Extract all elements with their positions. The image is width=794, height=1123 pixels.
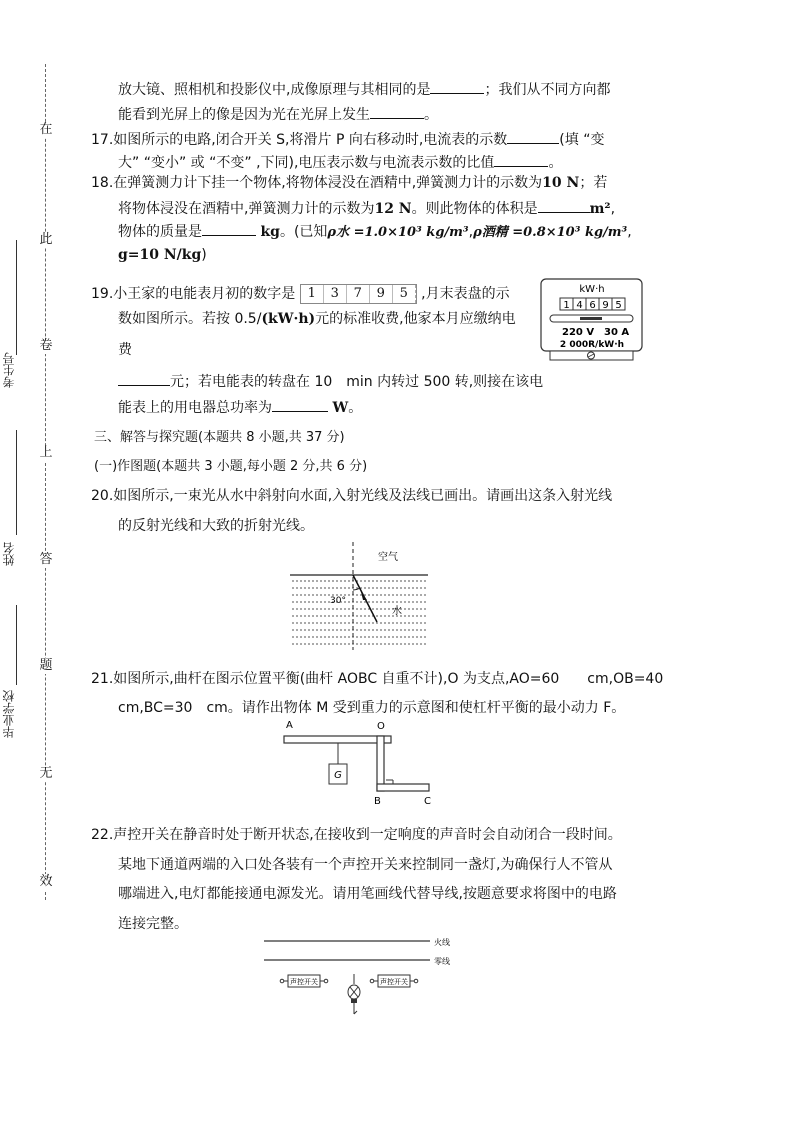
field-school: 毕业学校 (2, 690, 16, 738)
field-name: 姓名 (2, 542, 16, 566)
q17-line1: 17.如图所示的电路,闭合开关 S,将滑片 P 向右移动时,电流表的示数 (填 “变 (91, 129, 604, 149)
q18-line4: g=10 N/kg) (118, 247, 207, 263)
electric-meter-figure (540, 278, 644, 362)
q22-line4: 连接完整。 (118, 916, 188, 932)
point-B-label: B (374, 796, 381, 807)
seal-char: 答 (39, 552, 53, 567)
air-label: 空气 (378, 552, 398, 563)
seal-char: 上 (39, 445, 53, 460)
meter-digit: 1 (563, 300, 570, 311)
seal-char: 无 (39, 766, 53, 781)
ray-arrow-icon (361, 592, 367, 600)
meter-voltage: 220 V (562, 327, 595, 338)
q22-line1: 22.声控开关在静音时处于断开状态,在接收到一定响度的声音时会自动闭合一段时间。 (91, 827, 622, 843)
meter-digit: 5 (615, 300, 622, 311)
meter-current: 30 A (604, 327, 630, 338)
point-O-label: O (377, 721, 385, 732)
q16-line1: 放大镜、照相机和投影仪中,成像原理与其相同的是 ；我们从不同方向都 (118, 79, 610, 99)
seal-char: 在 (39, 122, 53, 137)
meter-digit: 4 (576, 300, 583, 311)
water-label: 水 (392, 606, 402, 617)
q19-line5: 能表上的用电器总功率为 W。 (118, 397, 362, 417)
meter-disc (550, 315, 633, 322)
q18-line2: 将物体浸没在酒精中,弹簧测力计的示数为12 N。则此物体的体积是 m², (118, 198, 615, 218)
q16-line2: 能看到光屏上的像是因为光在光屏上发生 。 (118, 104, 438, 124)
point-C-label: C (424, 796, 431, 807)
q22-line2: 某地下通道两端的入口处各装有一个声控开关来控制同一盏灯,为确保行人不管从 (118, 857, 613, 873)
start-reading-box: 1 3 7 9 5 (300, 284, 417, 304)
q19-line2: 数如图所示。若按 0.5/(kW·h)元的标准收费,他家本月应缴纳电 (118, 311, 516, 327)
q18-line1: 18.在弹簧测力计下挂一个物体,将物体浸没在酒精中,弹簧测力计的示数为10 N；若 (91, 175, 608, 191)
meter-rating: 2 000R/kW·h (559, 340, 625, 350)
meter-digit-display (560, 298, 625, 311)
q21-line2: cm,BC=30 cm。请作出物体 M 受到重力的示意图和使杠杆平衡的最小动力 F。 (118, 700, 626, 716)
q22-line3: 哪端进入,电灯都能接通电源发光。请用笔画线代替导线,按题意要求将图中的电路 (118, 886, 617, 902)
switch-left-label: 声控开关 (290, 978, 318, 986)
lever-arm-BC (377, 784, 429, 791)
lever-arm-OB (377, 736, 384, 791)
meter-digit: 9 (602, 300, 609, 311)
neutral-wire-label: 零线 (434, 957, 450, 966)
q17-line2: 大” “变小” 或 “不变” ,下同),电压表示数与电流表示数的比值 。 (118, 152, 562, 172)
point-A-label: A (286, 720, 293, 731)
lever-arm-AO (284, 736, 391, 743)
field-line (16, 240, 17, 355)
q20-line1: 20.如图所示,一束光从水中斜射向水面,入射光线及法线已画出。请画出这条入射光线 (91, 488, 613, 504)
field-line (16, 430, 17, 535)
switch-right-label: 声控开关 (380, 978, 408, 986)
lamp-icon (348, 974, 360, 1014)
section3-title: 三、解答与探究题(本题共 8 小题,共 37 分) (94, 430, 345, 445)
q18-line3: 物体的质量是 kg。(已知ρ水 =1.0×10³ kg/m³,ρ酒精 =0.8×10³ kg/m³, (118, 221, 632, 242)
circuit-figure (258, 936, 458, 1020)
sound-switch-right (370, 975, 418, 987)
section3-sub1: (一)作图题(本题共 3 小题,每小题 2 分,共 6 分) (94, 459, 368, 474)
meter-unit: kW·h (579, 284, 605, 295)
field-candidate-number: 考生号 (2, 352, 16, 388)
field-line (16, 605, 17, 685)
sound-switch-left (280, 975, 328, 987)
angle-label: 30° (330, 596, 346, 606)
q19-line3: 费 (118, 342, 132, 358)
refraction-figure (288, 542, 430, 652)
seal-char: 效 (39, 874, 53, 889)
seal-char: 此 (39, 232, 53, 247)
q21-line1: 21.如图所示,曲杆在图示位置平衡(曲杆 AOBC 自重不计),O 为支点,AO=60 cm,OB=40 (91, 671, 664, 687)
q19-line1: 19.小王家的电能表月初的数字是 1 3 7 9 5 ,月末表盘的示 (91, 286, 510, 302)
q19-line4: 元；若电能表的转盘在 10 min 内转过 500 转,则接在该电 (118, 371, 543, 391)
meter-digit: 6 (589, 300, 596, 311)
seal-char: 题 (39, 658, 53, 673)
lever-figure (278, 716, 438, 808)
q20-line2: 的反射光线和大致的折射光线。 (118, 518, 314, 534)
live-wire-label: 火线 (434, 938, 450, 947)
seal-char: 卷 (39, 338, 53, 353)
weight-label: G (334, 770, 342, 781)
